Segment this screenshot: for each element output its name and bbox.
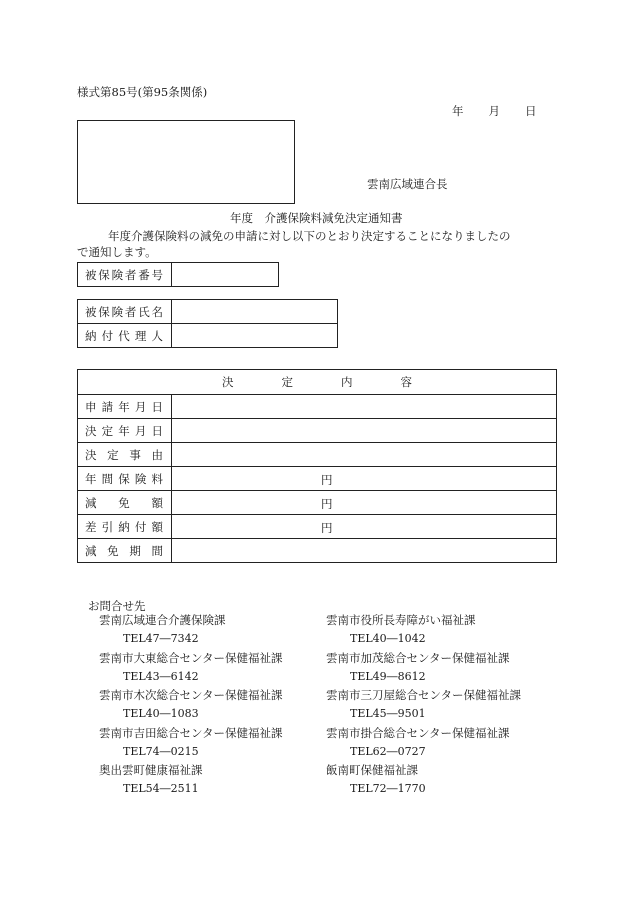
decision-row-value[interactable] xyxy=(172,443,557,467)
decision-row-value[interactable] xyxy=(172,395,557,419)
contact-name: 奥出雲町健康福祉課 xyxy=(99,763,203,777)
decision-row xyxy=(78,467,557,491)
label-char: 年 xyxy=(118,399,130,414)
label-char: 保 xyxy=(98,267,110,282)
label-char: 番 xyxy=(138,267,150,282)
label-char: 被 xyxy=(85,304,97,319)
contact-phone: TEL47―7342 xyxy=(123,632,199,645)
contact-name: 雲南広域連合介護保険課 xyxy=(99,613,226,627)
label-char: 付 xyxy=(101,328,114,343)
decision-row xyxy=(78,419,557,443)
decision-row-value[interactable] xyxy=(172,467,557,491)
contact-name: 雲南市三刀屋総合センター保健福祉課 xyxy=(326,688,522,702)
label-char: 日 xyxy=(151,399,163,414)
label-chars xyxy=(85,267,163,283)
contact-phone: TEL62―0727 xyxy=(350,744,426,758)
issue-date xyxy=(452,103,537,119)
label-char: 減 xyxy=(85,543,97,558)
label-chars xyxy=(85,304,163,320)
label-char: 号 xyxy=(151,267,163,282)
contact-name: 雲南市木次総合センター保健福祉課 xyxy=(99,688,283,702)
contact-name: 飯南町保健福祉課 xyxy=(326,763,418,777)
label-char: 納 xyxy=(85,328,97,343)
decision-row-value[interactable] xyxy=(172,539,557,563)
label-char: 付 xyxy=(134,519,147,534)
label-char: 氏 xyxy=(138,304,150,319)
address-box xyxy=(77,120,295,204)
label-char: 料 xyxy=(151,471,163,486)
label-char: 名 xyxy=(151,304,163,319)
decision-heading xyxy=(78,370,557,395)
label-char: 日 xyxy=(151,423,163,438)
label-char: 月 xyxy=(134,423,147,438)
contact-phone: TEL43―6142 xyxy=(123,669,199,683)
contact-name: 雲南市加茂総合センター保健福祉課 xyxy=(326,650,510,665)
form-number: 様式第85号(第95条関係) xyxy=(77,85,208,99)
intro-text-line2: で通知します。 xyxy=(77,245,157,259)
label-char: 年 xyxy=(118,423,130,438)
label-char: 内 xyxy=(341,375,353,389)
decision-row xyxy=(78,539,557,563)
label-char: 険 xyxy=(111,304,124,319)
label-chars xyxy=(85,471,163,487)
label-chars xyxy=(85,519,163,535)
decision-header-row xyxy=(78,370,557,395)
insured-number-row xyxy=(78,263,279,287)
label-char: 納 xyxy=(118,519,130,534)
decision-table xyxy=(77,369,557,563)
label-char: 保 xyxy=(118,471,130,486)
contact-name: 雲南市吉田総合センター保健福祉課 xyxy=(99,725,283,740)
contact-phone: TEL72―1770 xyxy=(350,782,426,795)
label-char: 保 xyxy=(98,304,110,319)
heading-chars xyxy=(222,374,412,390)
insured-name-row xyxy=(78,300,338,324)
label-char: 免 xyxy=(118,495,130,510)
decision-row-label xyxy=(78,539,172,563)
contact-name: 雲南市役所長寿障がい福祉課 xyxy=(326,613,476,627)
label-char: 差 xyxy=(85,519,97,534)
label-char: 決 xyxy=(85,447,97,462)
contact-phone: TEL45―9501 xyxy=(350,707,426,720)
label-char: 決 xyxy=(85,423,97,438)
decision-row-label xyxy=(78,419,172,443)
label-char: 者 xyxy=(124,304,137,319)
label-char: 引 xyxy=(101,519,114,534)
decision-row-label xyxy=(78,491,172,515)
insured-number-field[interactable] xyxy=(172,263,279,287)
document-title: 年度 介護保険料減免決定通知書 xyxy=(230,211,403,225)
yen-unit: 円 xyxy=(321,521,333,535)
label-char: 険 xyxy=(134,471,147,486)
label-char: 定 xyxy=(107,447,119,462)
payer-row xyxy=(78,324,338,348)
contact-phone: TEL54―2511 xyxy=(123,782,199,795)
label-char: 減 xyxy=(85,495,97,510)
decision-row xyxy=(78,443,557,467)
contact-phone: TEL40―1042 xyxy=(350,632,426,645)
label-char: 月 xyxy=(134,399,147,414)
label-char: 決 xyxy=(222,375,234,389)
label-char: 期 xyxy=(129,543,141,558)
label-chars xyxy=(85,543,163,559)
label-char: 被 xyxy=(85,267,97,282)
payer-label xyxy=(78,324,172,348)
decision-row xyxy=(78,395,557,419)
intro-text-line1: 年度介護保険料の減免の申請に対し以下のとおり決定することになりましたの xyxy=(108,229,511,243)
label-char: 年 xyxy=(85,471,97,486)
decision-row-label xyxy=(78,395,172,419)
insured-number-label xyxy=(78,263,172,287)
payer-field[interactable] xyxy=(172,324,338,348)
decision-row-label xyxy=(78,467,172,491)
label-char: 容 xyxy=(400,375,412,389)
decision-row xyxy=(78,515,557,539)
label-char: 定 xyxy=(281,375,293,389)
label-chars xyxy=(85,328,163,344)
contact-name: 雲南市大東総合センター保健福祉課 xyxy=(99,650,283,665)
label-char: 間 xyxy=(101,471,114,486)
insured-number-table xyxy=(77,262,279,287)
contact-heading: お問合せ先 xyxy=(88,599,146,613)
date-year: 年 xyxy=(452,104,464,118)
label-char: 人 xyxy=(151,328,163,343)
label-char: 請 xyxy=(101,399,114,414)
insured-name-field[interactable] xyxy=(172,300,338,324)
decision-row-label xyxy=(78,443,172,467)
label-char: 代 xyxy=(118,328,130,343)
label-char: 額 xyxy=(151,495,163,510)
date-day: 日 xyxy=(525,104,537,118)
contact-phone: TEL40―1083 xyxy=(123,707,199,720)
issuer-name: 雲南広域連合長 xyxy=(367,177,448,191)
decision-row-label xyxy=(78,515,172,539)
label-char: 免 xyxy=(107,543,119,558)
label-chars xyxy=(85,447,163,463)
label-char: 間 xyxy=(151,543,163,558)
contact-phone: TEL74―0215 xyxy=(123,744,199,758)
insured-name-label xyxy=(78,300,172,324)
decision-row-value[interactable] xyxy=(172,515,557,539)
label-char: 由 xyxy=(151,447,163,462)
label-char: 申 xyxy=(85,399,97,414)
label-char: 定 xyxy=(101,423,114,438)
decision-row xyxy=(78,491,557,515)
insured-name-table xyxy=(77,299,338,348)
yen-unit: 円 xyxy=(321,497,333,511)
decision-row-value[interactable] xyxy=(172,491,557,515)
label-char: 険 xyxy=(111,267,124,282)
label-chars xyxy=(85,423,163,439)
label-char: 事 xyxy=(129,447,141,462)
label-chars xyxy=(85,495,163,511)
label-chars xyxy=(85,399,163,415)
date-month: 月 xyxy=(488,104,500,118)
label-char: 者 xyxy=(124,267,137,282)
contact-name: 雲南市掛合総合センター保健福祉課 xyxy=(326,725,510,740)
label-char: 理 xyxy=(134,328,147,343)
contact-phone: TEL49―8612 xyxy=(350,669,426,683)
label-char: 額 xyxy=(151,519,163,534)
decision-row-value[interactable] xyxy=(172,419,557,443)
yen-unit: 円 xyxy=(321,473,333,487)
